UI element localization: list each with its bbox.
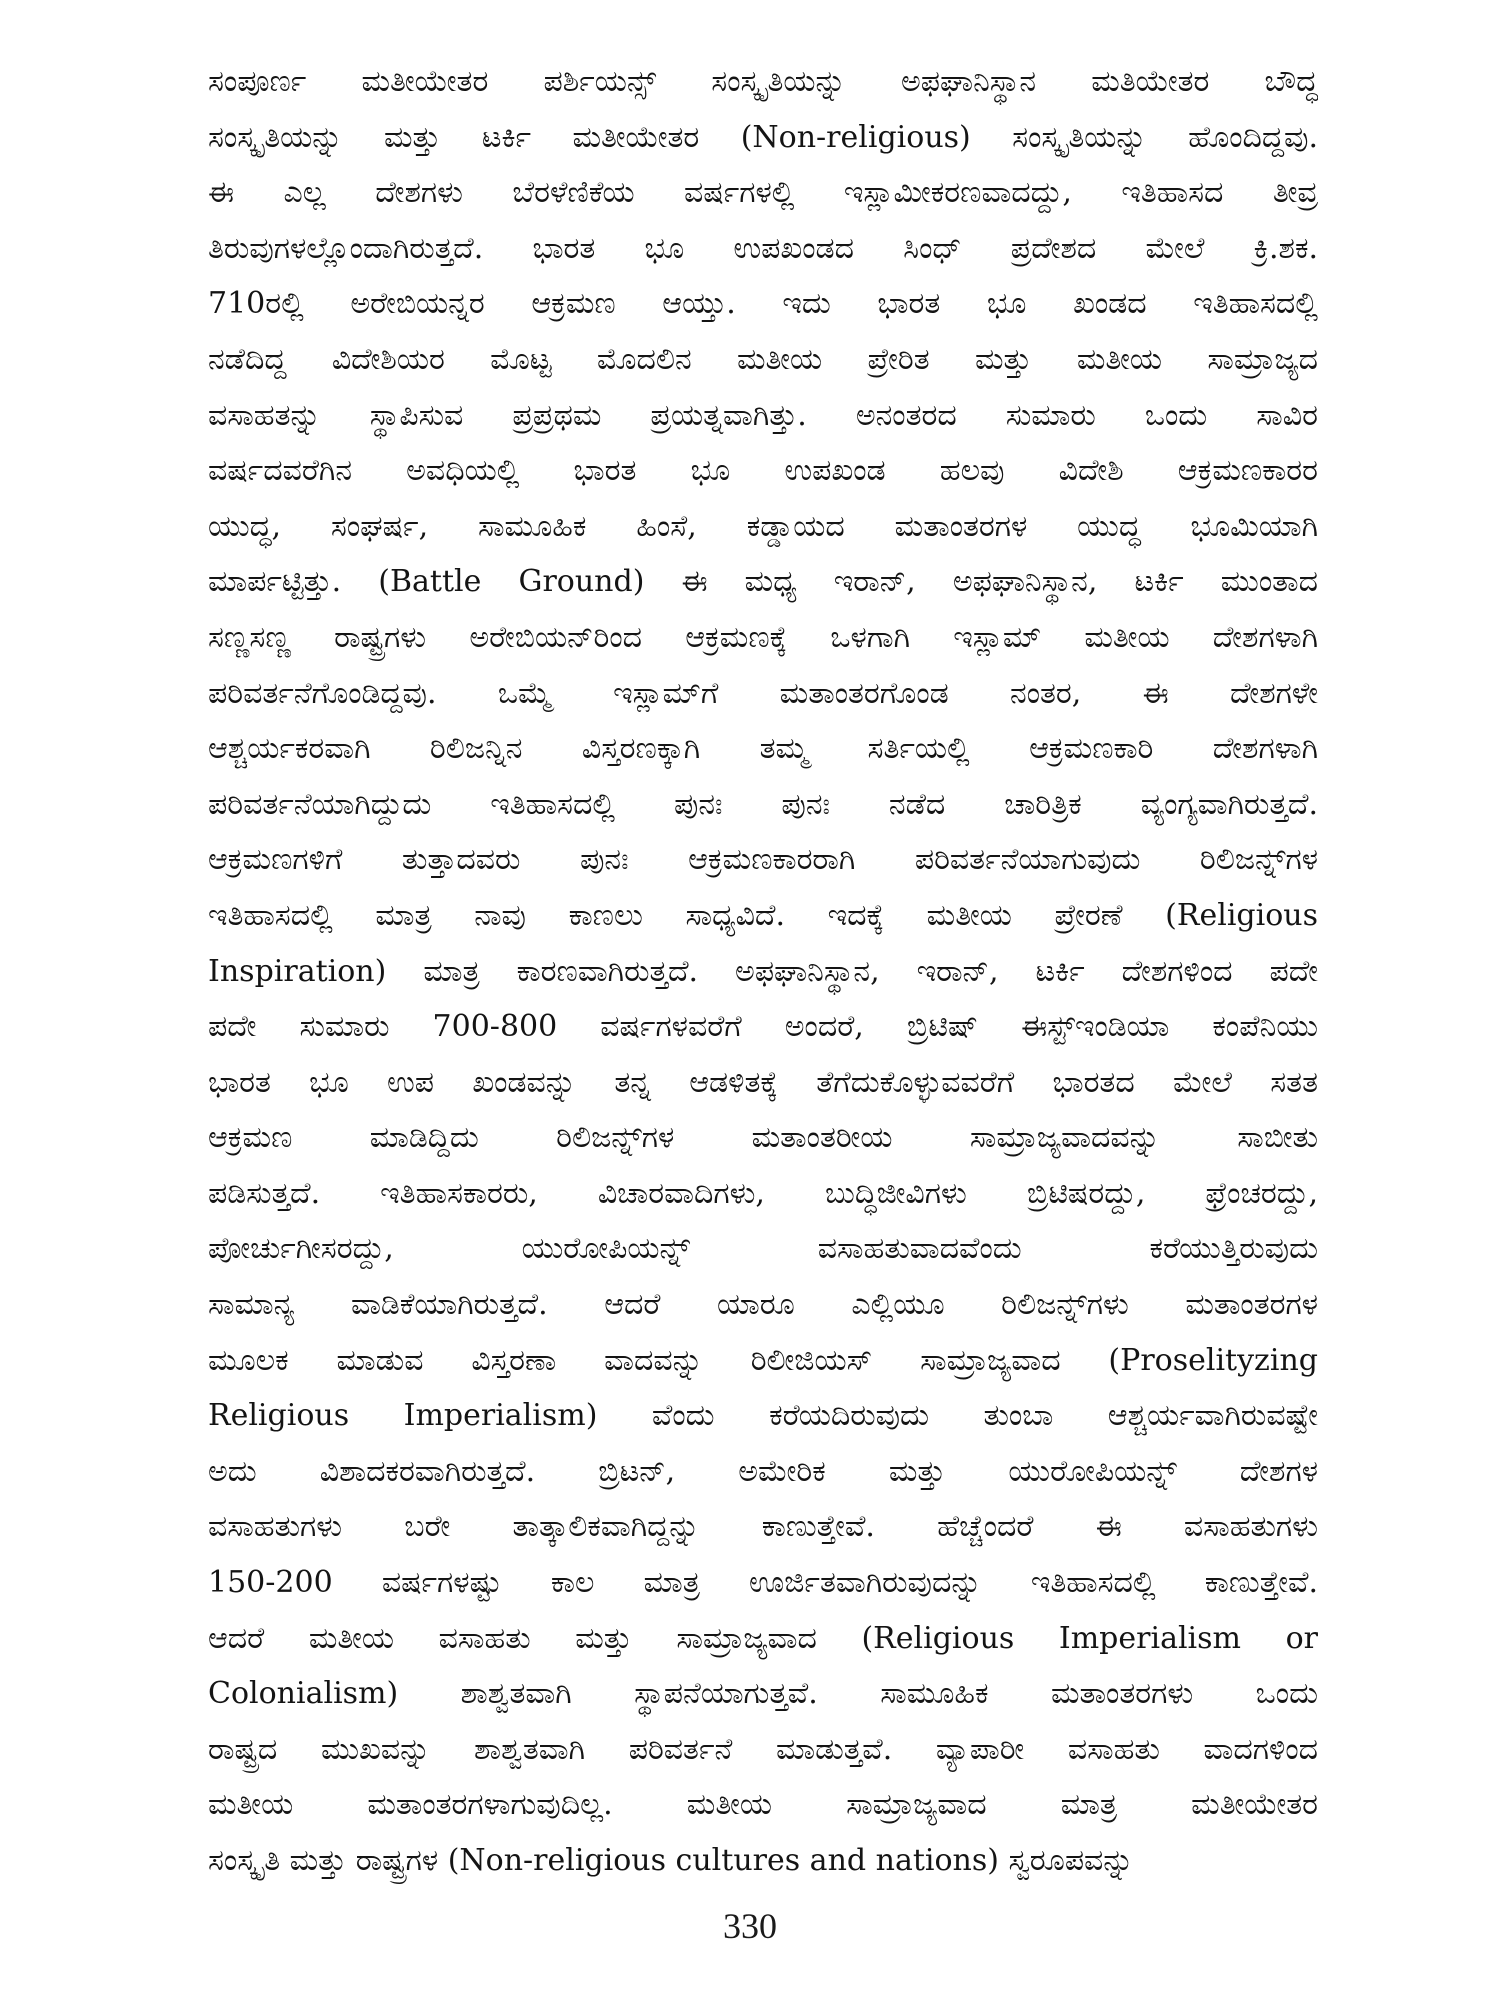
text-line: ಪರಿವರ್ತನೆಯಾಗಿದ್ದುದು ಇತಿಹಾಸದಲ್ಲಿ ಪುನಃ ಪುನಃ ನಡೆದ ಚಾರಿತ್ರಿಕ ವ್ಯಂಗ್ಯವಾಗಿರುತ್ತದೆ. <box>208 786 1318 822</box>
text-line: ಸಾಮಾನ್ಯ ವಾಡಿಕೆಯಾಗಿರುತ್ತದೆ. ಆದರೆ ಯಾರೂ ಎಲ್ಲಿಯೂ ರಿಲಿಜನ್ನ್‌ಗಳು ಮತಾಂತರಗಳ <box>208 1287 1318 1323</box>
text-line: ಅದು ವಿಶಾದಕರವಾಗಿರುತ್ತದೆ. ಬ್ರಿಟನ್, ಅಮೇರಿಕ ಮತ್ತು ಯುರೋಪಿಯನ್ನ್ ದೇಶಗಳ <box>208 1453 1318 1489</box>
body-text <box>208 54 1318 1889</box>
text-line: ಸಂಸ್ಕೃತಿ ಮತ್ತು ರಾಷ್ಟ್ರಗಳ (Non-religious cultures and nations) ಸ್ವರೂಪವನ್ನು <box>208 1843 1134 1878</box>
text-line: ಸಂಪೂರ್ಣ ಮತೀಯೇತರ ಪರ್ಶಿಯನ್ಸ್ ಸಂಸ್ಕೃತಿಯನ್ನು ಅಫಘಾನಿಸ್ಥಾನ ಮತಿಯೇತರ ಬೌದ್ಧ <box>208 64 1318 99</box>
text-line: ಆಕ್ರಮಣಗಳಿಗೆ ತುತ್ತಾದವರು ಪುನಃ ಆಕ್ರಮಣಕಾರರಾಗಿ ಪರಿವರ್ತನೆಯಾಗುವುದು ರಿಲಿಜನ್ನ್‌ಗಳ <box>208 842 1318 878</box>
text-line: ರಾಷ್ಟ್ರದ ಮುಖವನ್ನು ಶಾಶ್ವತವಾಗಿ ಪರಿವರ್ತನೆ ಮಾಡುತ್ತವೆ. ವ್ಯಾಪಾರೀ ವಸಾಹತು ವಾದಗಳಿಂದ <box>208 1731 1318 1767</box>
text-line: ಈ ಎಲ್ಲ ದೇಶಗಳು ಬೆರಳೆಣಿಕೆಯ ವರ್ಷಗಳಲ್ಲಿ ಇಸ್ಲಾಮೀಕರಣವಾದದ್ದು, ಇತಿಹಾಸದ ತೀವ್ರ <box>208 175 1318 211</box>
text-line: ವಸಾಹತುಗಳು ಬರೇ ತಾತ್ಕಾಲಿಕವಾಗಿದ್ದನ್ನು ಕಾಣುತ್ತೇವೆ. ಹೆಚ್ಚೆಂದರೆ ಈ ವಸಾಹತುಗಳು <box>208 1509 1318 1545</box>
text-line: ಇತಿಹಾಸದಲ್ಲಿ ಮಾತ್ರ ನಾವು ಕಾಣಲು ಸಾಧ್ಯವಿದೆ. ಇದಕ್ಕೆ ಮತೀಯ ಪ್ರೇರಣೆ (Religious <box>208 897 1318 933</box>
text-line: ಆದರೆ ಮತೀಯ ವಸಾಹತು ಮತ್ತು ಸಾಮ್ರಾಜ್ಯವಾದ (Religious Imperialism or <box>208 1620 1318 1656</box>
text-line: ಮೂಲಕ ಮಾಡುವ ವಿಸ್ತರಣಾ ವಾದವನ್ನು ರಿಲೀಜಿಯಸ್ ಸಾಮ್ರಾಜ್ಯವಾದ (Proselityzing <box>208 1342 1318 1378</box>
text-line: ಆಕ್ರಮಣ ಮಾಡಿದ್ದಿದು ರಿಲಿಜನ್ನ್‌ಗಳ ಮತಾಂತರೀಯ ಸಾಮ್ರಾಜ್ಯವಾದವನ್ನು ಸಾಬೀತು <box>208 1120 1318 1156</box>
text-line: ಮತೀಯ ಮತಾಂತರಗಳಾಗುವುದಿಲ್ಲ. ಮತೀಯ ಸಾಮ್ರಾಜ್ಯವಾದ ಮಾತ್ರ ಮತೀಯೇತರ <box>208 1787 1318 1823</box>
text-line: ಸಂಸ್ಕೃತಿಯನ್ನು ಮತ್ತು ಟರ್ಕಿ ಮತೀಯೇತರ (Non-religious) ಸಂಸ್ಕೃತಿಯನ್ನು ಹೊಂದಿದ್ದವು. <box>208 119 1318 155</box>
text-line: Colonialism) ಶಾಶ್ವತವಾಗಿ ಸ್ಥಾಪನೆಯಾಗುತ್ತವೆ. ಸಾಮೂಹಿಕ ಮತಾಂತರಗಳು ಒಂದು <box>208 1676 1318 1712</box>
text-line: ಮಾರ್ಪಟ್ಟಿತ್ತು. (Battle Ground) ಈ ಮಧ್ಯ ಇರಾನ್, ಅಫಘಾನಿಸ್ಥಾನ, ಟರ್ಕಿ ಮುಂತಾದ <box>208 564 1318 600</box>
text-line: ನಡೆದಿದ್ದ ವಿದೇಶಿಯರ ಮೊಟ್ಟ ಮೊದಲಿನ ಮತೀಯ ಪ್ರೇರಿತ ಮತ್ತು ಮತೀಯ ಸಾಮ್ರಾಜ್ಯದ <box>208 341 1318 377</box>
text-line: ಭಾರತ ಭೂ ಉಪ ಖಂಡವನ್ನು ತನ್ನ ಆಡಳಿತಕ್ಕೆ ತೆಗೆದುಕೊಳ್ಳುವವರೆಗೆ ಭಾರತದ ಮೇಲೆ ಸತತ <box>208 1064 1318 1100</box>
text-line: ಪದೇ ಸುಮಾರು 700-800 ವರ್ಷಗಳವರೆಗೆ ಅಂದರೆ, ಬ್ರಿಟಿಷ್ ಈಸ್ಟ್‌ಇಂಡಿಯಾ ಕಂಪೆನಿಯು <box>208 1009 1318 1045</box>
text-line: Religious Imperialism) ವೆಂದು ಕರೆಯದಿರುವುದು ತುಂಬಾ ಆಶ್ಚರ್ಯವಾಗಿರುವಷ್ಟೇ <box>208 1398 1318 1434</box>
text-line: ಸಣ್ಣಸಣ್ಣ ರಾಷ್ಟ್ರಗಳು ಅರೇಬಿಯನ್‌ರಿಂದ ಆಕ್ರಮಣಕ್ಕೆ ಒಳಗಾಗಿ ಇಸ್ಲಾಮ್ ಮತೀಯ ದೇಶಗಳಾಗಿ <box>208 619 1318 655</box>
text-line: 710ರಲ್ಲಿ ಅರೇಬಿಯನ್ನರ ಆಕ್ರಮಣ ಆಯ್ತು. ಇದು ಭಾರತ ಭೂ ಖಂಡದ ಇತಿಹಾಸದಲ್ಲಿ <box>208 286 1318 322</box>
text-line: ವಸಾಹತನ್ನು ಸ್ಥಾಪಿಸುವ ಪ್ರಪ್ರಥಮ ಪ್ರಯತ್ನವಾಗಿತ್ತು. ಅನಂತರದ ಸುಮಾರು ಒಂದು ಸಾವಿರ <box>208 397 1318 433</box>
text-line: ಆಶ್ಚರ್ಯಕರವಾಗಿ ರಿಲಿಜನ್ನಿನ ವಿಸ್ತರಣಕ್ಕಾಗಿ ತಮ್ಮ ಸರ್ತಿಯಲ್ಲಿ ಆಕ್ರಮಣಕಾರಿ ದೇಶಗಳಾಗಿ <box>208 731 1318 767</box>
text-line: ಯುದ್ಧ, ಸಂಘರ್ಷ, ಸಾಮೂಹಿಕ ಹಿಂಸೆ, ಕಡ್ಡಾಯದ ಮತಾಂತರಗಳ ಯುದ್ಧ ಭೂಮಿಯಾಗಿ <box>208 508 1318 544</box>
page-number: 330 <box>723 1906 777 1946</box>
text-line: ಪಡಿಸುತ್ತದೆ. ಇತಿಹಾಸಕಾರರು, ವಿಚಾರವಾದಿಗಳು, ಬುದ್ಧಿಜೀವಿಗಳು ಬ್ರಿಟಿಷರದ್ದು, ಫ್ರೆಂಚರದ್ದು, <box>208 1175 1318 1211</box>
text-line: 150-200 ವರ್ಷಗಳಷ್ಟು ಕಾಲ ಮಾತ್ರ ಊರ್ಜಿತವಾಗಿರುವುದನ್ನು ಇತಿಹಾಸದಲ್ಲಿ ಕಾಣುತ್ತೇವೆ. <box>208 1565 1318 1601</box>
text-line: Inspiration) ಮಾತ್ರ ಕಾರಣವಾಗಿರುತ್ತದೆ. ಅಫಘಾನಿಸ್ಥಾನ, ಇರಾನ್, ಟರ್ಕಿ ದೇಶಗಳಿಂದ ಪದೇ <box>208 953 1318 989</box>
text-line: ಪರಿವರ್ತನೆಗೊಂಡಿದ್ದವು. ಒಮ್ಮೆ ಇಸ್ಲಾಮ್‌ಗೆ ಮತಾಂತರಗೊಂಡ ನಂತರ, ಈ ದೇಶಗಳೇ <box>208 675 1318 711</box>
text-line: ತಿರುವುಗಳಲ್ಲೊಂದಾಗಿರುತ್ತದೆ. ಭಾರತ ಭೂ ಉಪಖಂಡದ ಸಿಂಧ್ ಪ್ರದೇಶದ ಮೇಲೆ ಕ್ರಿ.ಶಕ. <box>208 230 1318 266</box>
text-line: ಪೋರ್ಚುಗೀಸರದ್ದು, ಯುರೋಪಿಯನ್ನ್ ವಸಾಹತುವಾದವೆಂದು ಕರೆಯುತ್ತಿರುವುದು <box>208 1231 1318 1267</box>
text-line: ವರ್ಷದವರೆಗಿನ ಅವಧಿಯಲ್ಲಿ ಭಾರತ ಭೂ ಉಪಖಂಡ ಹಲವು ವಿದೇಶಿ ಆಕ್ರಮಣಕಾರರ <box>208 453 1318 489</box>
